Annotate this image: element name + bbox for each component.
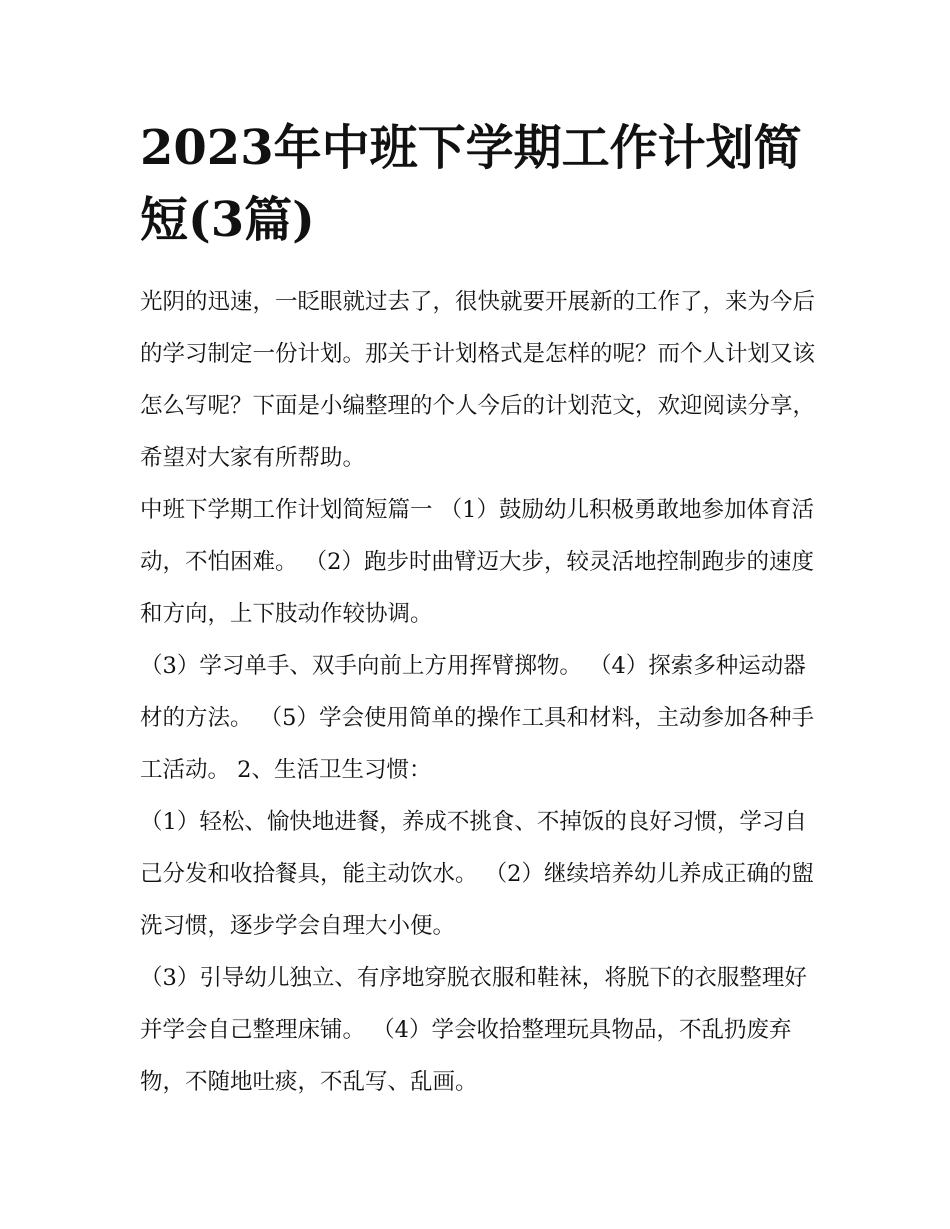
section-paragraph-1: 中班下学期工作计划简短篇一 （1）鼓励幼儿积极勇敢地参加体育活动，不怕困难。 （2）跑步时曲臂迈大步，较灵活地控制跑步的速度和方向，上下肢动作较协调。 (140, 497, 814, 627)
section-paragraph-3: （1）轻松、愉快地进餐，养成不挑食、不掉饭的良好习惯，学习自己分发和收拾餐具，能主动饮水。 （2）继续培养幼儿养成正确的盥洗习惯，逐步学会自理大小便。 (140, 809, 814, 939)
document-title: 2023年中班下学期工作计划简短(3篇) (140, 120, 802, 248)
section-paragraph-4: （3）引导幼儿独立、有序地穿脱衣服和鞋袜，将脱下的衣服整理好并学会自己整理床铺。 （4）学会收拾整理玩具物品，不乱扔废弃物，不随地吐痰，不乱写、乱画。 (140, 965, 807, 1095)
document-body (140, 276, 820, 1108)
section-paragraph-2: （3）学习单手、双手向前上方用挥臂掷物。 （4）探索多种运动器材的方法。 （5）学会使用简单的操作工具和材料，主动参加各种手工活动。 2、生活卫生习惯： (140, 653, 814, 783)
intro-paragraph: 光阴的迅速，一眨眼就过去了，很快就要开展新的工作了，来为今后的学习制定一份计划。那关于计划格式是怎样的呢？而个人计划又该怎么写呢？下面是小编整理的个人今后的计划范文，欢迎阅读分享，希望对大家有所帮助。 (140, 289, 816, 471)
